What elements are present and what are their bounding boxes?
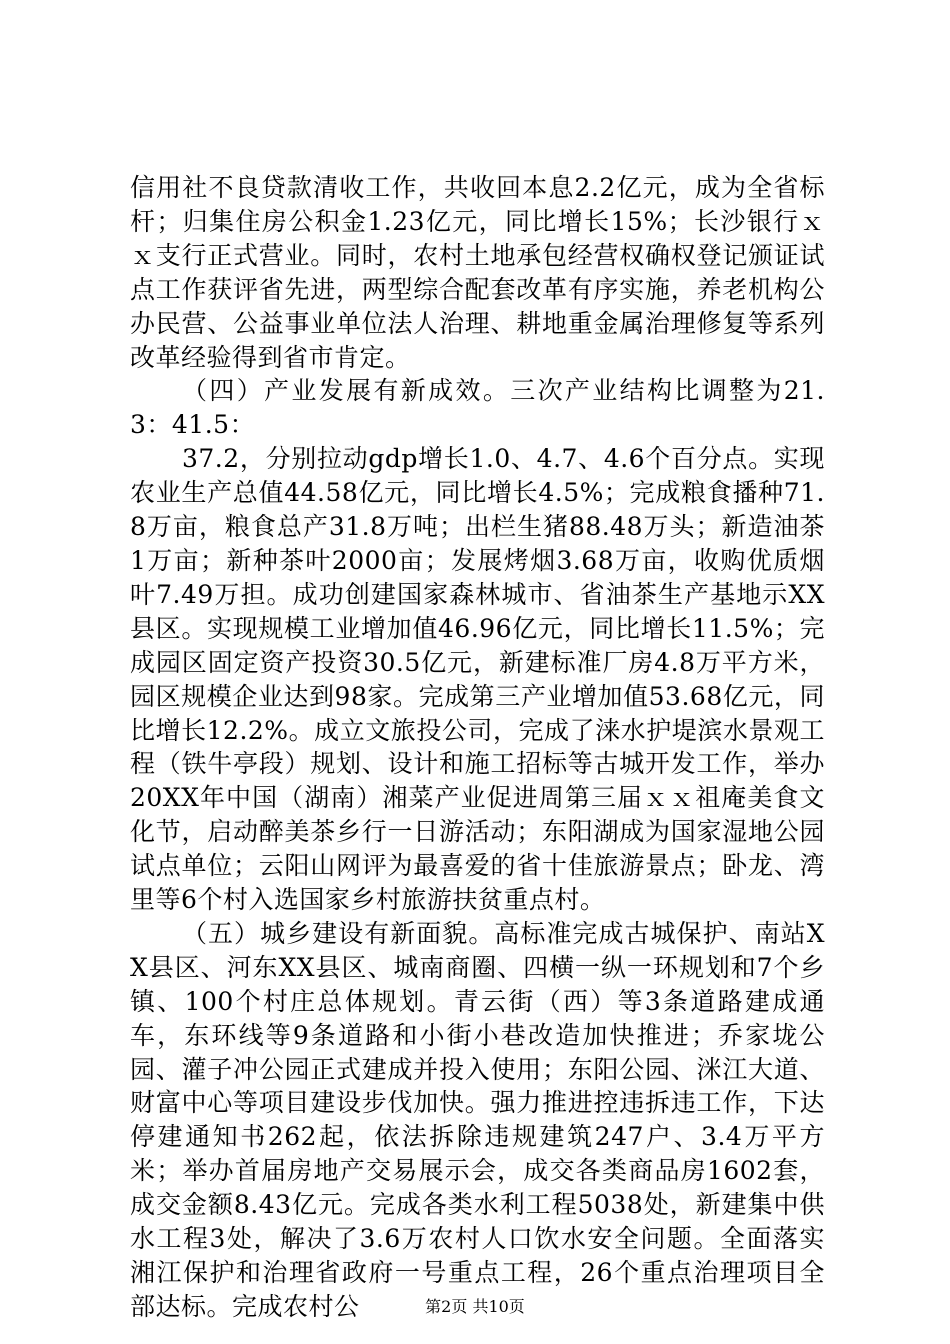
paragraph-industry-heading: （四）产业发展有新成效。三次产业结构比调整为21.3：41.5： — [130, 376, 825, 440]
document-body — [130, 171, 825, 1324]
paragraph-urban-construction: （五）城乡建设有新面貌。高标准完成古城保护、南站XX县区、河东XX县区、城南商圈、四横一纵一环规划和7个乡镇、100个村庄总体规划。青云街（西）等3条道路建成通车，东环线等9条道路和小街小巷改造加快推进；乔家垅公园、灌子冲公园正式建成并投入使用；东阳公园、洣江大道、财富中心等项目建设步伐加快。强力推进控违拆违工作，下达停建通知书262起，依法拆除违规建筑247户、3.4万平方米；举办首届房地产交易展示会，成交各类商品房1602套，成交金额8.43亿元。完成各类水利工程5038处，新建集中供水工程3处，解决了3.6万农村人口饮水安全问题。全面落实湘江保护和治理省政府一号重点工程，26个重点治理项目全部达标。完成农村公 — [130, 918, 825, 1321]
paragraph-continuation: 信用社不良贷款清收工作，共收回本息2.2亿元，成为全省标杆；归集住房公积金1.23亿元，同比增长15%；长沙银行ｘｘ支行正式营业。同时，农村土地承包经营权确权登记颁证试点工作获评省先进，两型综合配套改革有序实施，养老机构公办民营、公益事业单位法人治理、耕地重金属治理修复等系列改革经验得到省市肯定。 — [130, 173, 825, 372]
page-footer — [0, 1297, 950, 1317]
page-number: 第2页 共10页 — [425, 1297, 525, 1316]
paragraph-industry-body: 37.2，分别拉动gdp增长1.0、4.7、4.6个百分点。实现农业生产总值44.58亿元，同比增长4.5%；完成粮食播种71.8万亩，粮食总产31.8万吨；出栏生猪88.48万头；新造油茶1万亩；新种茶叶2000亩；发展烤烟3.68万亩，收购优质烟叶7.49万担。成功创建国家森林城市、省油茶生产基地示XX县区。实现规模工业增加值46.96亿元，同比增长11.5%；完成园区固定资产投资30.5亿元，新建标准厂房4.8万平方米，园区规模企业达到98家。完成第三产业增加值53.68亿元，同比增长12.2%。成立文旅投公司，完成了涞水护堤滨水景观工程（铁牛亭段）规划、设计和施工招标等古城开发工作，举办20XX年中国（湖南）湘菜产业促进周第三届ｘｘ祖庵美食文化节，启动醉美茶乡行一日游活动；东阳湖成为国家湿地公园试点单位；云阳山网评为最喜爱的省十佳旅游景点；卧龙、湾里等6个村入选国家乡村旅游扶贫重点村。 — [130, 444, 825, 915]
